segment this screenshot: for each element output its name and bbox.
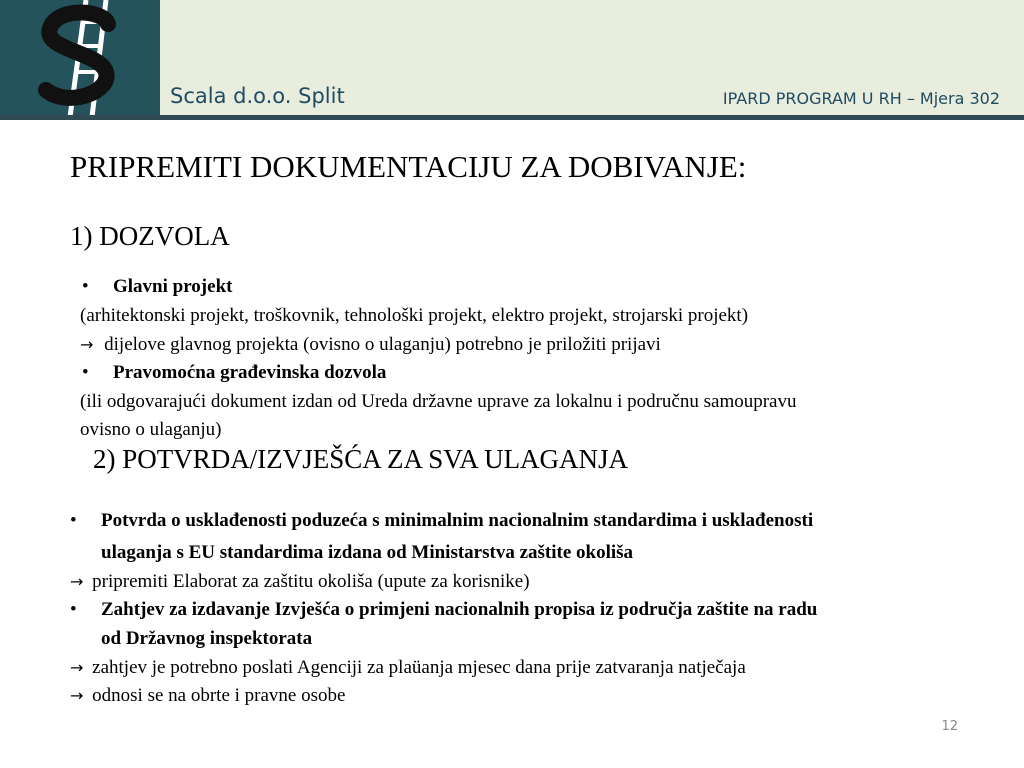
note-line <box>70 685 345 707</box>
note-text: zahtjev je potrebno poslati Agenciji za plaüanja mjesec dana prije zatvaranja natječaja <box>92 657 746 678</box>
note-text: odnosi se na obrte i pravne osobe <box>92 685 346 706</box>
item-gradevinska-detail-2: ovisno o ulaganju) <box>80 419 222 440</box>
item-zahtjev-line2: od Državnog inspektorata <box>101 628 313 649</box>
page-number: 12 <box>941 719 958 734</box>
note-text: dijelove glavnog projekta (ovisno o ulaganju) potrebno je priložiti prijavi <box>104 334 661 355</box>
note-line <box>70 571 530 593</box>
arrow-right-icon: → <box>70 686 84 705</box>
item-potvrda-line2: ulaganja s EU standardima izdana od Ministarstva zaštite okoliša <box>101 542 634 563</box>
arrow-right-icon: → <box>80 335 94 354</box>
arrow-right-icon: → <box>70 658 84 677</box>
note-text: pripremiti Elaborat za zaštitu okoliša (upute za korisnike) <box>92 571 530 592</box>
note-line <box>70 657 746 679</box>
item-zahtjev-line1: Zahtjev za izdavanje Izvješća o primjeni nacionalnih propisa iz područja zaštite na radu <box>101 599 818 620</box>
slide-header <box>0 0 1024 117</box>
bullet-icon: • <box>82 362 89 383</box>
section-heading-dozvola: 1) DOZVOLA <box>70 221 230 251</box>
bullet-icon: • <box>70 510 77 531</box>
program-title: IPARD PROGRAM U RH – Mjera 302 <box>722 89 1000 108</box>
bullet-icon: • <box>70 599 77 620</box>
company-logo <box>0 0 160 117</box>
header-divider <box>0 115 1024 120</box>
dollar-ladder-logo-icon <box>0 0 160 117</box>
item-gradevinska-detail-1: (ili odgovarajući dokument izdan od Ureda državne uprave za lokalnu i područnu samoupravu <box>80 391 797 412</box>
item-potvrda-line1: Potvrda o usklađenosti poduzeća s minimalnim nacionalnim standardima i usklađenosti <box>101 510 814 531</box>
item-gradevinska-dozvola: Pravomoćna građevinska dozvola <box>113 362 387 383</box>
section-heading-potvrda: 2) POTVRDA/IZVJEŠĆA ZA SVA ULAGANJA <box>93 444 629 474</box>
company-name: Scala d.o.o. Split <box>170 84 345 108</box>
slide-title: PRIPREMITI DOKUMENTACIJU ZA DOBIVANJE: <box>70 149 747 184</box>
arrow-right-icon: → <box>70 572 84 591</box>
item-glavni-projekt-detail: (arhitektonski projekt, troškovnik, tehnološki projekt, elektro projekt, strojarski projekt) <box>80 305 749 326</box>
item-glavni-projekt: Glavni projekt <box>113 276 233 297</box>
bullet-icon: • <box>82 276 89 297</box>
note-line <box>80 334 661 356</box>
